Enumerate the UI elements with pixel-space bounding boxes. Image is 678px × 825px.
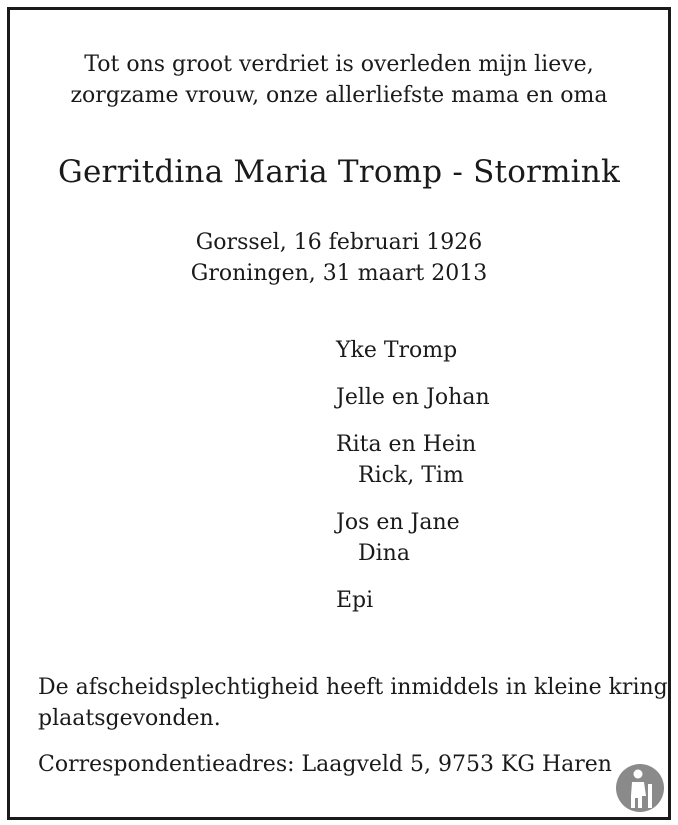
intro-line-2: zorgzame vrouw, onze allerliefste mama en oma bbox=[70, 83, 608, 108]
deceased-name: Gerritdina Maria Tromp - Stormink bbox=[58, 154, 620, 190]
birth-date: Gorssel, 16 februari 1926 bbox=[195, 230, 483, 255]
family-member: Jos en Jane bbox=[336, 510, 460, 535]
family-member: Rita en Hein bbox=[336, 432, 477, 457]
family-member: Yke Tromp bbox=[336, 338, 458, 363]
correspondence-address: Correspondentieadres: Laagveld 5, 9753 KG Haren bbox=[38, 752, 612, 777]
family-member: Epi bbox=[336, 588, 374, 613]
memorial-logo-icon bbox=[614, 762, 666, 814]
notice-line-1: De afscheidsplechtigheid heeft inmiddels in kleine kring bbox=[38, 675, 668, 700]
family-member: Jelle en Johan bbox=[336, 385, 490, 410]
death-date: Groningen, 31 maart 2013 bbox=[190, 261, 488, 286]
family-member: Rick, Tim bbox=[358, 463, 464, 488]
intro-line-1: Tot ons groot verdriet is overleden mijn lieve, bbox=[84, 52, 594, 77]
family-member: Dina bbox=[358, 541, 410, 566]
notice-line-2: plaatsgevonden. bbox=[38, 706, 221, 731]
